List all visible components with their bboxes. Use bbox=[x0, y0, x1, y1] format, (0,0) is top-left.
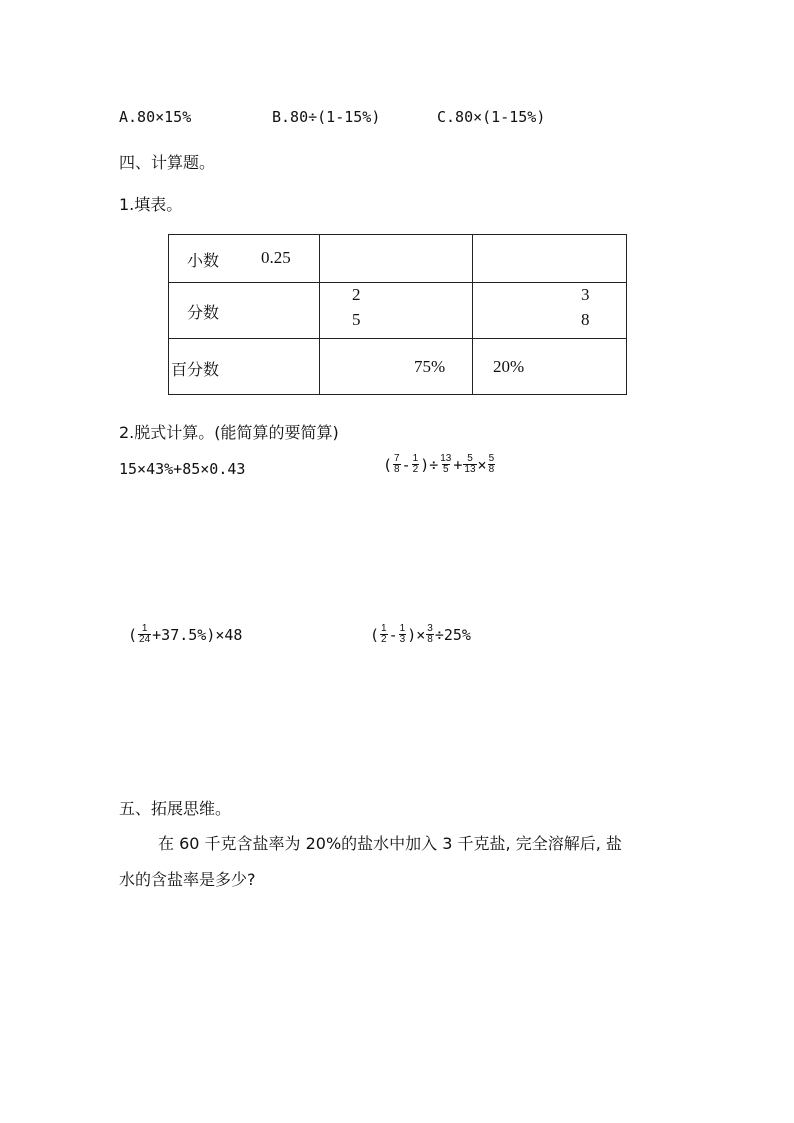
operator: )× bbox=[407, 625, 426, 644]
table-cell-percent-20 bbox=[473, 339, 627, 395]
percent-value: 20% bbox=[493, 357, 525, 376]
fraction: $\frac{1}{3}$ bbox=[399, 623, 406, 645]
table-cell-fraction-3-8 bbox=[473, 283, 627, 339]
table-cell-label bbox=[169, 283, 320, 339]
table-cell-label bbox=[169, 339, 320, 395]
fraction: $\frac{7}{8}$ bbox=[394, 453, 400, 475]
expression-rest: ÷25% bbox=[434, 625, 471, 644]
expression-2 bbox=[383, 454, 496, 475]
choice-b: B.80÷(1-15%) bbox=[272, 108, 381, 126]
fraction: $\frac{5}{13}$ bbox=[464, 453, 476, 475]
operator: - bbox=[388, 625, 398, 644]
fraction-denominator: 8 bbox=[581, 310, 590, 329]
fraction: $\frac{1}{2}$ bbox=[412, 453, 419, 475]
fraction: $\frac{1}{2}$ bbox=[381, 623, 387, 645]
paren-open: ( bbox=[128, 625, 138, 644]
row-label-decimal: 小数 bbox=[187, 253, 220, 270]
expression-1: 15×43%+85×0.43 bbox=[119, 460, 246, 478]
decimal-value: 0.25 bbox=[261, 248, 291, 267]
problem-text-line-1: 在 60 千克含盐率为 20%的盐水中加入 3 千克盐, 完全溶解后, 盐 bbox=[158, 834, 622, 853]
expression-rest: +37.5%)×48 bbox=[152, 625, 243, 644]
section-four-heading: 四、计算题。 bbox=[119, 153, 216, 172]
percent-value: 75% bbox=[414, 357, 446, 376]
table-cell-fraction-2-5 bbox=[320, 283, 473, 339]
fill-table bbox=[168, 234, 627, 395]
fraction: $\frac{13}{5}$ bbox=[440, 453, 452, 475]
question-calc-label: 2.脱式计算。(能简算的要简算) bbox=[119, 423, 339, 442]
fraction-numerator: 3 bbox=[581, 285, 590, 304]
fraction: $\frac{5}{8}$ bbox=[488, 453, 495, 475]
table-cell-percent-75 bbox=[320, 339, 473, 395]
row-label-fraction: 分数 bbox=[187, 305, 220, 322]
paren-open: ( bbox=[370, 625, 380, 644]
fraction: $\frac{3}{8}$ bbox=[427, 623, 433, 645]
operator: × bbox=[477, 455, 487, 474]
table-cell-blank[interactable] bbox=[320, 235, 473, 283]
choice-c: C.80×(1-15%) bbox=[437, 108, 546, 126]
expression-3 bbox=[128, 624, 242, 645]
row-label-percent: 百分数 bbox=[171, 362, 220, 379]
question-fill-table-label: 1.填表。 bbox=[119, 195, 183, 214]
fraction: $\frac{1}{24}$ bbox=[139, 623, 151, 645]
fraction-denominator: 5 bbox=[352, 310, 361, 329]
table-cell-blank[interactable] bbox=[473, 235, 627, 283]
section-five-heading: 五、拓展思维。 bbox=[119, 799, 232, 818]
fraction-numerator: 2 bbox=[352, 285, 361, 304]
choice-a: A.80×15% bbox=[119, 108, 192, 126]
paren-open: ( bbox=[383, 455, 393, 474]
expression-4 bbox=[370, 624, 471, 645]
operator: + bbox=[453, 455, 463, 474]
table-cell-decimal-given bbox=[169, 235, 320, 283]
operator: )÷ bbox=[420, 455, 439, 474]
operator: - bbox=[401, 455, 411, 474]
problem-text-line-2: 水的含盐率是多少? bbox=[119, 870, 256, 889]
